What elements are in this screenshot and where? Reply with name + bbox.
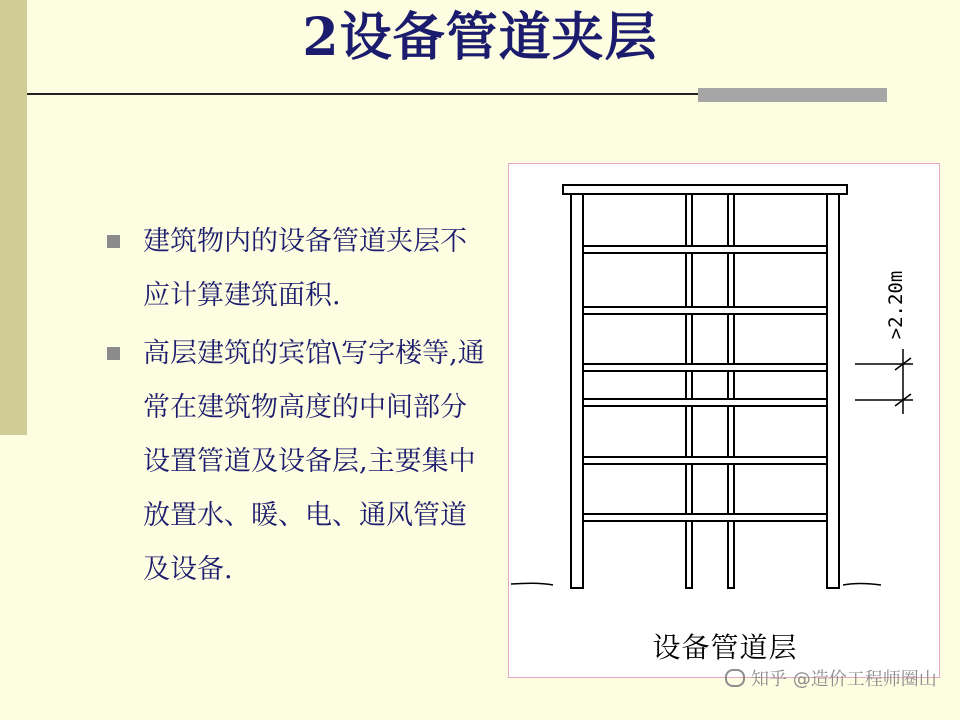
square-bullet-icon — [107, 235, 120, 248]
building-elevation-drawing — [509, 164, 941, 679]
bullet-list — [105, 215, 485, 601]
building-section-figure — [508, 163, 940, 678]
bullet-text: 建筑物内的设备管道夹层不应计算建筑面积. — [143, 226, 467, 311]
chat-bubble-icon — [725, 669, 745, 687]
dimension-label: >2.20m — [885, 270, 907, 340]
figure-caption: 设备管道层 — [652, 631, 798, 664]
watermark — [725, 665, 937, 691]
title-accent-bar — [698, 88, 887, 102]
square-bullet-icon — [107, 347, 120, 360]
bullet-text: 高层建筑的宾馆\写字楼等,通常在建筑物高度的中间部分设置管道及设备层,主要集中放置水、暖、电、通风管道及设备. — [143, 338, 485, 585]
bullet-item — [105, 327, 485, 597]
slide-title: 2设备管道夹层 — [302, 7, 658, 68]
watermark-text: 知乎 @造价工程师圈山 — [751, 669, 937, 690]
bullet-item — [105, 215, 485, 323]
